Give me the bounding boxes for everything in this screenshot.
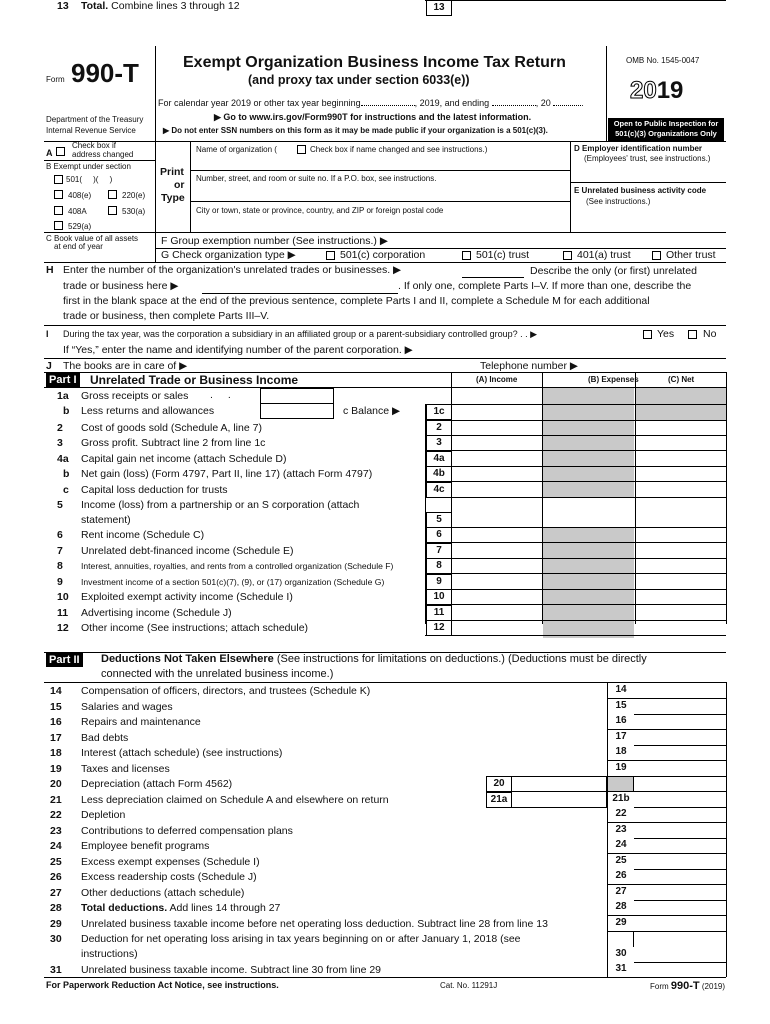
- form-title: Exempt Organization Business Income Tax Return: [183, 54, 566, 71]
- line-11-num: 11: [57, 607, 69, 619]
- line-2-col-b-input[interactable]: [543, 420, 635, 435]
- line-30-text: Deduction for net operating loss arising in tax years beginning on or after January 1, 2018 (see: [81, 933, 521, 945]
- line-20-box: 20: [486, 776, 512, 792]
- line-6-col-c-input[interactable]: [636, 527, 726, 542]
- line-9-box: 9: [426, 574, 452, 590]
- line-5-text: Income (loss) from a partnership or an S corporation (attach: [81, 499, 360, 511]
- line-24-box: 24: [608, 838, 634, 854]
- line-12-col-c-input[interactable]: [636, 620, 726, 635]
- street-label: Number, street, and room or suite no. If a P.O. box, see instructions.: [196, 174, 437, 183]
- line-5-col-a-input[interactable]: [452, 512, 542, 527]
- line-10-num: 10: [57, 591, 69, 603]
- line-25-num: 25: [50, 856, 62, 868]
- line-4b-box: 4b: [426, 466, 452, 482]
- line-18-amount-input[interactable]: [634, 745, 725, 760]
- line-18-box: 18: [608, 745, 634, 761]
- line-1c-label: c Balance ▶: [343, 405, 401, 417]
- col-a-income: (A) Income: [476, 375, 518, 384]
- public-inspection-badge: Open to Public Inspection for 501(c)(3) Organizations Only: [608, 118, 724, 141]
- exempt-501-checkbox[interactable]: [54, 175, 63, 184]
- line-19-num: 19: [50, 763, 62, 775]
- line-7-col-c-input[interactable]: [636, 543, 726, 558]
- box-a-label2: address changed: [72, 150, 134, 159]
- line-26-text: Excess readership costs (Schedule J): [81, 871, 257, 883]
- line-14-amount-input[interactable]: [634, 683, 725, 698]
- line-21a-box: 21a: [486, 792, 512, 808]
- line-12-num: 12: [57, 622, 69, 634]
- line-30-box: 30: [608, 947, 634, 963]
- line-10-box: 10: [426, 589, 452, 605]
- subsidiary-yes-checkbox[interactable]: [643, 330, 652, 339]
- line-h-text2: trade or business here ▶: [63, 280, 179, 292]
- line-18-num: 18: [50, 747, 62, 759]
- line-10-col-b-input[interactable]: [543, 589, 635, 604]
- line-19-box: 19: [608, 761, 634, 777]
- line-4b-num: b: [63, 468, 70, 480]
- form-number: 990-T: [71, 58, 139, 88]
- line-8-col-a-input[interactable]: [452, 558, 542, 573]
- goto-instructions: ▶ Go to www.irs.gov/Form990T for instructions and the latest information.: [214, 112, 532, 122]
- part1-tag: Part I: [46, 373, 80, 387]
- type-401a-trust-checkbox[interactable]: [563, 251, 572, 260]
- line-23-num: 23: [50, 825, 62, 837]
- line-7-num: 7: [57, 545, 63, 557]
- exempt-530a-checkbox[interactable]: [108, 206, 117, 215]
- form-subtitle: (and proxy tax under section 6033(e)): [248, 73, 470, 87]
- line-5-col-b-input[interactable]: [543, 512, 635, 527]
- line-1a-text: Gross receipts or sales: [81, 390, 189, 402]
- line-21b-box: 21b: [608, 792, 634, 808]
- line-12-col-a-input[interactable]: [452, 620, 542, 635]
- line-19-text: Taxes and licenses: [81, 763, 170, 775]
- exempt-408e-label: 408(e): [68, 191, 92, 200]
- line-27-box: 27: [608, 885, 634, 901]
- type-other-trust-label: Other trust: [666, 249, 716, 261]
- line-8-col-c-input[interactable]: [636, 558, 726, 573]
- line-30-amount-input[interactable]: [634, 947, 725, 962]
- line-6-num: 6: [57, 529, 63, 541]
- line-h-text3: first in the blank space at the end of the previous sentence, complete Parts I and II, complete a Schedule M for each additional: [63, 295, 650, 307]
- line-22-text: Depletion: [81, 809, 126, 821]
- telephone-label: Telephone number ▶: [480, 360, 578, 372]
- line-22-num: 22: [50, 809, 62, 821]
- line-20-text: Depreciation (attach Form 4562): [81, 778, 233, 790]
- type-501c-corp-label: 501(c) corporation: [340, 249, 426, 261]
- line-4a-box: 4a: [426, 451, 452, 467]
- line-13-text: Total. Combine lines 3 through 12: [81, 0, 240, 12]
- line-1b-input[interactable]: [260, 403, 334, 419]
- org-name-label: Name of organization (: [196, 145, 277, 154]
- line-11-text: Advertising income (Schedule J): [81, 607, 232, 619]
- line-21a-input[interactable]: [512, 792, 607, 808]
- line-4a-num: 4a: [57, 453, 69, 465]
- line-12-box: 12: [426, 620, 452, 636]
- line-4b-col-c-input[interactable]: [636, 466, 726, 481]
- line-30-text2: instructions): [81, 948, 138, 960]
- subsidiary-yes-label: Yes: [657, 328, 675, 340]
- line-30-num: 30: [50, 933, 62, 945]
- line-6-text: Rent income (Schedule C): [81, 529, 205, 541]
- line-1b-num: b: [63, 405, 70, 417]
- line-8-num: 8: [57, 560, 63, 572]
- line-28-amount-input[interactable]: [634, 900, 725, 915]
- line-24-amount-input[interactable]: [634, 838, 725, 853]
- part2-tag: Part II: [46, 653, 83, 667]
- exempt-408a-label: 408A: [68, 207, 87, 216]
- line-9-num: 9: [57, 576, 63, 588]
- name-changed-label: Check box if name changed and see instructions.): [310, 145, 488, 154]
- line-4a-text: Capital gain net income (attach Schedule D): [81, 453, 287, 465]
- line-f-group-exemption: F Group exemption number (See instructions.) ▶: [161, 235, 388, 247]
- exempt-529a-label: 529(a): [68, 222, 92, 231]
- books-in-care-of: The books are in care of ▶: [63, 360, 188, 372]
- box-d-label: D Employer identification number: [574, 144, 703, 153]
- line-4c-num: c: [63, 484, 69, 496]
- line-13-col-c-input[interactable]: [636, 0, 726, 15]
- line-25-text: Excess exempt expenses (Schedule I): [81, 856, 260, 868]
- footer-form: Form 990-T (2019): [650, 980, 726, 992]
- line-28-num: 28: [50, 902, 62, 914]
- calendar-line: For calendar year 2019 or other tax year beginning , 2019, and ending , 20 .: [158, 98, 584, 108]
- line-4b-col-a-input[interactable]: [452, 466, 542, 481]
- line-27-text: Other deductions (attach schedule): [81, 887, 245, 899]
- line-29-text: Unrelated business taxable income before net operating loss deduction. Subtract line 28 from line 13: [81, 918, 548, 930]
- line-10-text: Exploited exempt activity income (Schedule I): [81, 591, 293, 603]
- box-e-label: E Unrelated business activity code: [574, 186, 707, 195]
- ssn-warning: ▶ Do not enter SSN numbers on this form as it may be made public if your organization is a 501(c)(3).: [163, 126, 548, 135]
- line-i-letter: I: [46, 329, 49, 339]
- exempt-220e-label: 220(e): [122, 191, 146, 200]
- line-24-text: Employee benefit programs: [81, 840, 210, 852]
- line-14-num: 14: [50, 685, 62, 697]
- line-22-box: 22: [608, 807, 634, 823]
- line-j-letter: J: [46, 360, 52, 372]
- paperwork-notice: For Paperwork Reduction Act Notice, see instructions.: [46, 980, 279, 990]
- line-6-col-b-input[interactable]: [543, 527, 635, 542]
- line-4b-col-b-input[interactable]: [543, 466, 635, 481]
- line-27-num: 27: [50, 887, 62, 899]
- line-12-text: Other income (See instructions; attach schedule): [81, 622, 309, 634]
- line-8-text: Interest, annuities, royalties, and rents from a controlled organization (Schedule F): [81, 561, 394, 571]
- line-17-num: 17: [50, 732, 62, 744]
- exempt-529a-checkbox[interactable]: [54, 221, 63, 230]
- exempt-530a-label: 530(a): [122, 207, 146, 216]
- line-10-col-c-input[interactable]: [636, 589, 726, 604]
- line-g-label: G Check organization type ▶: [161, 249, 296, 261]
- line-9-col-c-input[interactable]: [636, 574, 726, 589]
- line-i-text2: If “Yes,” enter the name and identifying number of the parent corporation. ▶: [63, 344, 413, 356]
- line-13-num: 13: [57, 0, 69, 12]
- line-1a-num: 1a: [57, 390, 69, 402]
- line-11-col-c-input[interactable]: [636, 605, 726, 620]
- line-24-num: 24: [50, 840, 62, 852]
- col-c-net: (C) Net: [668, 375, 695, 384]
- type-other-trust-checkbox[interactable]: [652, 251, 661, 260]
- line-4c-col-a-input[interactable]: [452, 482, 542, 497]
- box-e-sub: (See instructions.): [586, 197, 651, 206]
- part1-title: Unrelated Trade or Business Income: [90, 373, 299, 387]
- line-9-text: Investment income of a section 501(c)(7), (9), or (17) organization (Schedule G): [81, 577, 385, 587]
- line-29-box: 29: [608, 916, 634, 932]
- line-11-col-b-input[interactable]: [543, 605, 635, 620]
- type-501c-corp-checkbox[interactable]: [326, 251, 335, 260]
- line-16-amount-input[interactable]: [634, 714, 725, 729]
- line-9-col-a-input[interactable]: [452, 574, 542, 589]
- line-22-amount-input[interactable]: [634, 807, 725, 822]
- line-18-text: Interest (attach schedule) (see instructions): [81, 747, 283, 759]
- line-h-text4: trade or business, then complete Parts III–V.: [63, 310, 270, 322]
- line-1a-input[interactable]: [260, 388, 334, 404]
- type-501c-trust-label: 501(c) trust: [476, 249, 530, 261]
- line-3-col-b-input[interactable]: [543, 435, 635, 450]
- line-h-text2b: . If only one, complete Parts I–V. If more than one, describe the: [398, 280, 692, 292]
- line-16-box: 16: [608, 714, 634, 730]
- line-3-col-a-input[interactable]: [452, 435, 542, 450]
- line-1b-text: Less returns and allowances: [81, 405, 215, 417]
- line-16-num: 16: [50, 716, 62, 728]
- print-label: Print: [160, 166, 184, 178]
- line-15-box: 15: [608, 699, 634, 715]
- line-4c-col-b-input[interactable]: [543, 482, 635, 497]
- line-13-col-b-input[interactable]: [543, 0, 635, 15]
- line-21b-amount-input[interactable]: [634, 792, 725, 807]
- box-c-label2: at end of year: [54, 242, 103, 251]
- line-2-col-c-input[interactable]: [636, 420, 726, 435]
- tax-year: 2019: [630, 77, 684, 104]
- line-4a-col-b-input[interactable]: [543, 451, 635, 466]
- line-15-amount-input[interactable]: [634, 699, 725, 714]
- line-4c-box: 4c: [426, 482, 452, 498]
- line-h-letter: H: [46, 264, 54, 276]
- line-3-num: 3: [57, 437, 63, 449]
- line-4a-col-a-input[interactable]: [452, 451, 542, 466]
- line-2-text: Cost of goods sold (Schedule A, line 7): [81, 422, 262, 434]
- line-14-text: Compensation of officers, directors, and trustees (Schedule K): [81, 685, 371, 697]
- subsidiary-no-checkbox[interactable]: [688, 330, 697, 339]
- line-26-amount-input[interactable]: [634, 869, 725, 884]
- line-2-num: 2: [57, 422, 63, 434]
- line-4b-text: Net gain (loss) (Form 4797, Part II, line 17) (attach Form 4797): [81, 468, 373, 480]
- line-21b-text: Less depreciation claimed on Schedule A and elsewhere on return: [81, 794, 389, 806]
- line-7-text: Unrelated debt-financed income (Schedule E): [81, 545, 294, 557]
- line-29-num: 29: [50, 918, 62, 930]
- line-26-box: 26: [608, 869, 634, 885]
- line-3-col-c-input[interactable]: [636, 435, 726, 450]
- line-25-amount-input[interactable]: [634, 854, 725, 869]
- line-1c-box: 1c: [426, 404, 452, 420]
- line-20-num: 20: [50, 778, 62, 790]
- part2-title-line2: connected with the unrelated business income.): [101, 668, 334, 680]
- line-13-col-a-input[interactable]: [452, 0, 542, 15]
- line-6-box: 6: [426, 527, 452, 543]
- exempt-408a-checkbox[interactable]: [54, 206, 63, 215]
- line-20-input[interactable]: [512, 776, 607, 792]
- line-5-box: 5: [426, 512, 452, 528]
- line-16-text: Repairs and maintenance: [81, 716, 201, 728]
- line-31-amount-input[interactable]: [634, 962, 725, 977]
- part2-title: Deductions Not Taken Elsewhere (See instructions for limitations on deductions.) (Deductions must be directly: [101, 653, 647, 665]
- col-b-expenses: (B) Expenses: [588, 375, 639, 384]
- line-7-col-a-input[interactable]: [452, 543, 542, 558]
- line-25-box: 25: [608, 854, 634, 870]
- line-28-text: Total deductions. Add lines 14 through 27: [81, 902, 281, 914]
- line-15-num: 15: [50, 701, 62, 713]
- line-13-box: 13: [426, 0, 452, 16]
- catalog-number: Cat. No. 11291J: [440, 981, 498, 990]
- box-a-letter: A: [46, 148, 53, 158]
- box-a-label1: Check box if: [72, 141, 117, 150]
- line-14-box: 14: [608, 683, 634, 699]
- line-5-text2: statement): [81, 514, 131, 526]
- dept-treasury: Department of the Treasury: [46, 115, 144, 124]
- subsidiary-no-label: No: [703, 328, 717, 340]
- exempt-408e-checkbox[interactable]: [54, 190, 63, 199]
- line-17-amount-input[interactable]: [634, 730, 725, 745]
- line-10-col-a-input[interactable]: [452, 589, 542, 604]
- line-17-box: 17: [608, 730, 634, 746]
- line-15-text: Salaries and wages: [81, 701, 173, 713]
- line-4c-text: Capital loss deduction for trusts: [81, 484, 228, 496]
- omb-number: OMB No. 1545-0047: [626, 56, 700, 65]
- line-h-text1: Enter the number of the organization's unrelated trades or businesses. ▶: [63, 264, 402, 276]
- line-h-text1b: Describe the only (or first) unrelated: [530, 265, 697, 277]
- exempt-501-label: 501( )( ): [66, 175, 113, 184]
- line-2-col-a-input[interactable]: [452, 420, 542, 435]
- line-8-box: 8: [426, 558, 452, 574]
- address-changed-checkbox[interactable]: [56, 147, 65, 156]
- line-3-box: 3: [426, 435, 452, 451]
- line-4a-col-c-input[interactable]: [636, 451, 726, 466]
- exempt-220e-checkbox[interactable]: [108, 190, 117, 199]
- box-b-label: B Exempt under section: [46, 162, 131, 171]
- name-changed-checkbox[interactable]: [297, 145, 306, 154]
- line-11-box: 11: [426, 605, 452, 621]
- line-23-text: Contributions to deferred compensation plans: [81, 825, 293, 837]
- line-19-amount-input[interactable]: [634, 761, 725, 776]
- line-2-box: 2: [426, 420, 452, 436]
- line-12-col-b-input[interactable]: [543, 620, 635, 635]
- line-6-col-a-input[interactable]: [452, 527, 542, 542]
- line-21b-num: 21: [50, 794, 62, 806]
- line-29-amount-input[interactable]: [634, 916, 725, 931]
- box-c-label1: C Book value of all assets: [46, 234, 139, 243]
- line-31-box: 31: [608, 962, 634, 978]
- type-401a-trust-label: 401(a) trust: [577, 249, 631, 261]
- line-5-col-c-input[interactable]: [636, 512, 726, 527]
- line-4c-col-c-input[interactable]: [636, 482, 726, 497]
- line-7-col-b-input[interactable]: [543, 543, 635, 558]
- line-31-num: 31: [50, 964, 62, 976]
- or-label: or: [174, 179, 185, 191]
- box-d-sub: (Employees' trust, see instructions.): [584, 154, 711, 163]
- line-9-col-b-input[interactable]: [543, 574, 635, 589]
- type-label: Type: [161, 192, 185, 204]
- line-23-box: 23: [608, 823, 634, 839]
- line-7-box: 7: [426, 543, 452, 559]
- line-23-amount-input[interactable]: [634, 823, 725, 838]
- line-5-num: 5: [57, 499, 63, 511]
- line-17-text: Bad debts: [81, 732, 129, 744]
- city-label: City or town, state or province, country, and ZIP or foreign postal code: [196, 206, 444, 215]
- line-3-text: Gross profit. Subtract line 2 from line 1c: [81, 437, 266, 449]
- line-i-text1: During the tax year, was the corporation a subsidiary in an affiliated group or a parent-subsidiary controlled group? . . ▶: [63, 329, 538, 339]
- line-20-amount-input[interactable]: [634, 776, 725, 791]
- line-26-num: 26: [50, 871, 62, 883]
- line-8-col-b-input[interactable]: [543, 558, 635, 573]
- line-28-box: 28: [608, 900, 634, 916]
- dept-irs: Internal Revenue Service: [46, 126, 136, 135]
- type-501c-trust-checkbox[interactable]: [462, 251, 471, 260]
- line-11-col-a-input[interactable]: [452, 605, 542, 620]
- line-31-text: Unrelated business taxable income. Subtract line 30 from line 29: [81, 964, 381, 976]
- form-label: Form: [46, 75, 65, 84]
- line-27-amount-input[interactable]: [634, 885, 725, 900]
